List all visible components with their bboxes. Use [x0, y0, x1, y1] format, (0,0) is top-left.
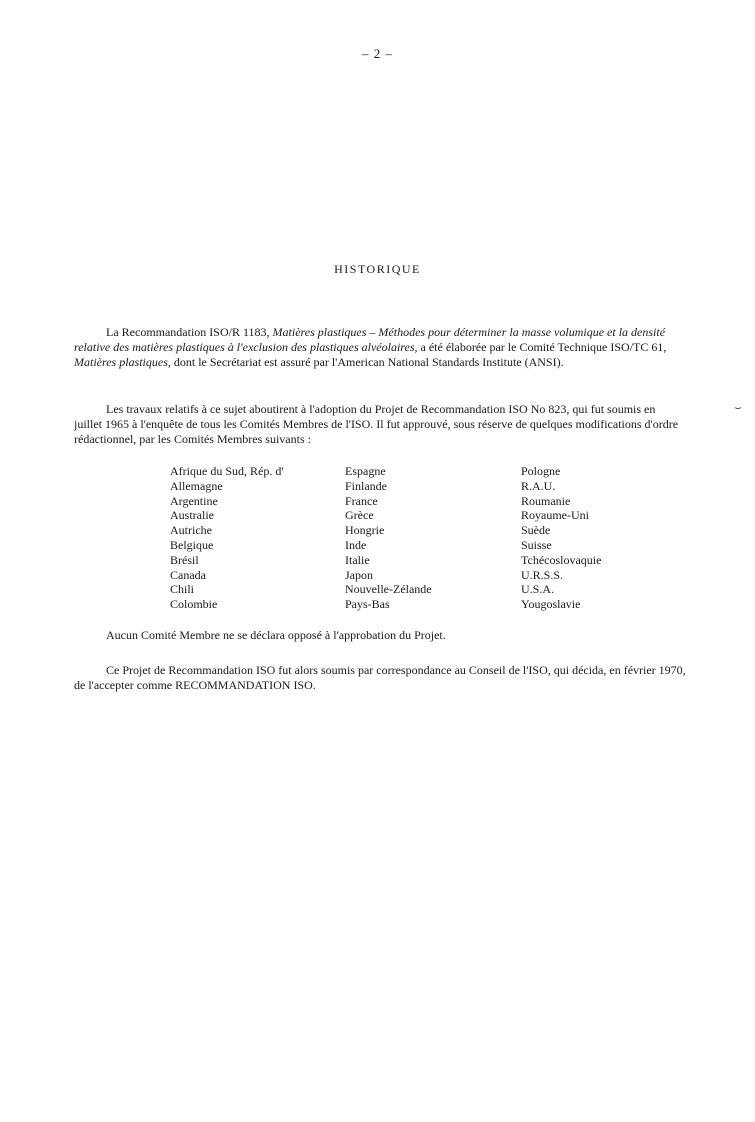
member-item: Colombie: [170, 597, 218, 612]
intro-text-a: La Recommandation ISO/R 1183,: [106, 325, 273, 339]
member-item: Suède: [521, 523, 551, 538]
intro-italic-title: Matières plastiques – Méthodes pour déterminer la masse volumique et la densité relative des matières plastiques à l'exclusion des plastiques alvéolaires: [74, 325, 666, 354]
member-item: Yougoslavie: [521, 597, 581, 612]
member-item: Brésil: [170, 552, 199, 567]
member-item: Finlande: [345, 478, 387, 493]
member-item: Australie: [170, 508, 214, 523]
member-item: France: [345, 493, 378, 508]
member-item: Tchécoslovaquie: [521, 552, 602, 567]
member-item: Pays-Bas: [345, 597, 390, 612]
member-item: U.R.S.S.: [521, 567, 564, 582]
member-item: Japon: [345, 567, 373, 582]
member-item: U.S.A.: [521, 582, 555, 597]
page-number: – 2 –: [362, 46, 393, 61]
member-item: Autriche: [170, 523, 212, 538]
member-item: Hongrie: [345, 523, 385, 538]
member-item: Afrique du Sud, Rép. d': [170, 464, 284, 478]
member-item: Pologne: [521, 464, 561, 478]
member-item: Italie: [345, 552, 370, 567]
member-item: Argentine: [170, 493, 218, 508]
page-title: HISTORIQUE: [334, 262, 421, 276]
paragraph-no-opposition: Aucun Comité Membre ne se déclara opposé à l'approbation du Projet.: [106, 628, 446, 642]
member-column-2: [345, 464, 432, 612]
member-item: Belgique: [170, 537, 214, 552]
paragraph-acceptance: Ce Projet de Recommandation ISO fut alors soumis par correspondance au Conseil de l'ISO, qui décida, en février 1970, de l'accepter comme RECOMMANDATION ISO.: [74, 663, 686, 692]
paragraph-approval: Les travaux relatifs à ce sujet aboutirent à l'adoption du Projet de Recommandation ISO No 823, qui fut soumis en juillet 1965 à l'enquête de tous les Comités Membres de l'ISO. Il fut approuvé, sous réserve de quelques modifications d'ordre rédactionnel, par les Comités Membres suivants :: [74, 402, 679, 446]
member-item: Grèce: [345, 508, 374, 523]
member-item: R.A.U.: [521, 478, 556, 493]
member-column-1: [170, 464, 283, 612]
member-item: Roumanie: [521, 493, 571, 508]
member-column-3: [521, 464, 601, 612]
member-item: Allemagne: [170, 478, 223, 493]
paragraph-intro: [74, 325, 686, 370]
intro-text-c: , dont le Secrétariat est assuré par l'American National Standards Institute (ANSI).: [167, 355, 564, 369]
member-item: Chili: [170, 582, 195, 597]
member-item: Nouvelle-Zélande: [345, 582, 432, 597]
intro-text-b: , a été élaborée par le Comité Technique ISO/TC 61,: [414, 340, 667, 354]
member-item: Royaume-Uni: [521, 508, 589, 523]
member-item: Espagne: [345, 464, 386, 478]
member-item: Suisse: [521, 537, 552, 552]
margin-mark: ⌣: [734, 400, 742, 414]
member-item: Canada: [170, 567, 206, 582]
intro-italic-committee: Matières plastiques: [74, 355, 168, 369]
member-item: Inde: [345, 537, 367, 552]
